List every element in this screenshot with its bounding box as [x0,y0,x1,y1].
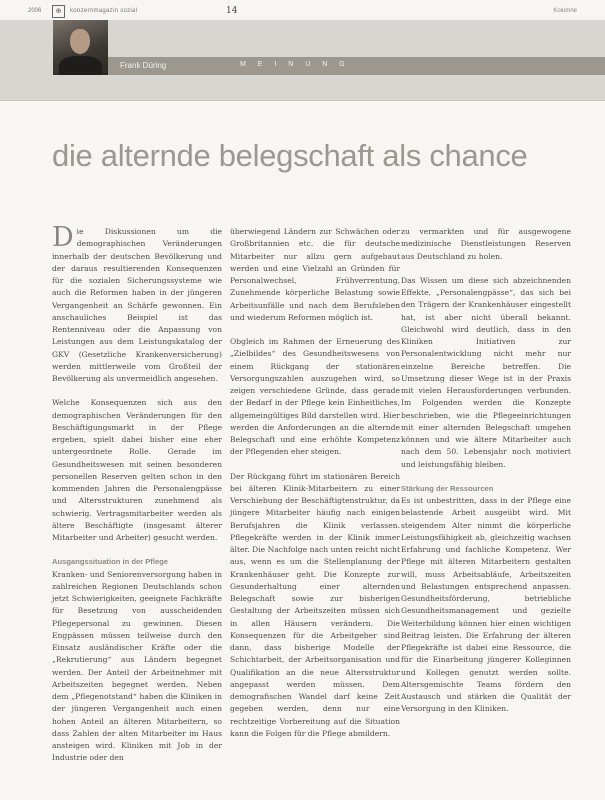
header-section: Kolumne [553,8,577,14]
drop-cap: D [52,222,74,253]
rubric-label: M E I N U N G [240,61,350,68]
author-bar [108,57,605,75]
header-brand: konzernmagazin sozial [70,8,138,14]
text-column-3 [401,226,571,728]
paragraph-text: ie Diskussionen um die demographischen Veränderungen innerhalb der deutschen Bevölkerung und der daraus resultierenden Konsequenzen für die sozialen Sicherungssysteme wie auch die Reformen haben in der jüngeren Vergangenheit an Schärfe gewonnen. Ein anschauliches Beispiel ist das Rentenniveau oder die Anpassung von Leistungen aus dem Leistungskatalog der GKV (Gesetzliche Krankenversicherung) werden mittlerweile vom Großteil der Bevölkerung als unvermeidlich angesehen. [52,227,222,383]
paragraph: zu vermarkten und für ausgewogene medizinische Dienstleistungen Reserven aus Deutschland zu holen. [401,227,571,261]
header-year: 2006 [28,8,42,14]
paragraph: Es ist unbestritten, dass in der Pflege eine belastende Arbeit ausgeübt wird. Mit steigendem Alter nimmt die körperliche Leistungsfähigkeit ab, gleichzeitig wachsen Erfahrung und fachliche Kompetenz. Wer Pflege mit älteren Mitarbeitern gestalten will, muss Arbeitsabläufe, Arbeitszeiten und Belastungen entsprechend anpassen. Gesundheitsförderung, betriebliche Gesundheitsmanagement und gezielte Weiterbildung können hier einen wichtigen Beitrag leisten. Die Erfahrung der älteren Pflegekräfte ist dabei eine Ressource, die für die Einarbeitung jüngerer Kolleginnen und Kollegen genutzt werden sollte. Altersgemischte Teams fördern den Austausch und stärken die Qualität der Versorgung in den Kliniken. [401,496,571,714]
paragraph: Kranken- und Seniorenversorgung haben in zahlreichen Regionen Deutschlands schon jetzt Schwierigkeiten, geeignete Fachkräfte für Besetzung von ausscheidenden Pflegepersonal zu gewinnen. Diesen Engpässen müssen teilweise durch den Einsatz ausländischer Kräfte oder die „Rekrutierung“ aus Ländern begegnet werden. Der Anteil der Arbeitnehmer mit Arbeitszeiten begegnet werden. Neben dem „Pflegenotstand“ haben die Kliniken in der jüngeren Vergangenheit auch einen hohen Anteil an älteren Mitarbeitern, so dass Zahlen der alten Mitarbeiter im Haus ansteigen wird. Kliniken mit Job in der Industrie oder den [52,569,222,763]
article-title: die alternde belegschaft als chance [52,138,528,173]
page-number: 14 [226,6,238,16]
text-column-1 [52,222,222,777]
magazine-logo-icon: ⊕ [52,5,65,18]
paragraph: Das Wissen um diese sich abzeichnenden Effekte, „Personalengpässe“, das sich bei den Trägern der Krankenhäuser eingestellt hat, ist aber nicht überall bekannt. Gleichwohl wird deutlich, dass in den Kliniken Initiativen zur Personalentwicklung nicht mehr nur einzelne Bereiche betreffen. Die Umsetzung dieser Wege ist in der Praxis mit vielen Herausforderungen verbunden. Im Folgenden werden die Konzepte beschrieben, wie die Pflegeeinrichtungen mit einer alternden Belegschaft umgehen können und wie ältere Mitarbeiter auch nach dem 50. Lebensjahr noch motiviert und leistungsfähig bleiben. [401,275,571,469]
paragraph: Obgleich im Rahmen der Erneuerung des „Zielbildes“ des Gesundheitswesens von einem Rückgang der stationären Versorgungszahlen auszugehen wird, so zeigen verschiedene Gründe, dass gerade der Bedarf in der Pflege kein Einheitliches, allgemeingültiges Bild darstellen wird. Hier werden die Anforderungen an die alternde Belegschaft und eine erhöhte Kompetenz der Pflegenden eher steigen. [230,337,400,457]
intro-paragraph [52,222,222,385]
author-name: Frank Düring [120,61,167,70]
paragraph: Der Rückgang führt im stationären Bereich bei älteren Klinik-Mitarbeitern zu einer Verschiebung der Beschäftigtenstruktur, da jüngere Mitarbeiter häufig nach einigen Berufsjahren die Klinik verlassen. Pflegekräfte werden in der Klinik immer älter. Die Nachfolge nach unten reicht nicht aus, wenn es um die Stellenplanung der Krankenhäuser geht. Die Konzepte zur Gesunderhaltung einer alternden Belegschaft sowie zur bisherigen Gestaltung der Arbeitszeiten müssen sich in allen Häusern verändern. Die Konsequenzen für die Arbeitgeber sind dann, dass bisherige Modelle der Schichtarbeit, der Arbeitsorganisation und Qualifikation an die neue Altersstruktur angepasst werden müssen. Dem demografischen Wandel darf keine Zeit gegeben werden, denn nur eine rechtzeitige Vorbereitung auf die Situation kann die Folgen für die Pflege abmildern. [230,471,400,738]
page-header [0,0,605,20]
paragraph: Welche Konsequenzen sich aus den demographischen Veränderungen für den Beschäftigungsmarkt in der Pflege ergeben, spielt dabei bisher eine eher untergeordnete Rolle. Gerade im Gesundheitswesen mit seinen besonderen personellen Reserven gelten schon in den kommenden Jahren die Personalengpässe und Altersstrukturen zunehmend als schwierig. Vertragsmitarbeiter werden als ältere Beschäftigte (insgesamt älterer Mitarbeiter und Arbeiter) gesucht werden. [52,398,222,542]
author-photo [53,20,108,75]
author-photo-suit [59,56,102,75]
paragraph: überwiegend Ländern zur Schwächen oder Großbritannien etc. die für deutsche Mitarbeiter nur allzu gern aufgebaut werden und eine Vielzahl an Gründen für Personalwechsel, Frühverrentung, Zunehmende körperliche Belastung sowie Arbeitsunfälle und nach dem Berufsleben und wiederum Reformen möglich ist. [230,227,400,322]
text-column-2 [230,226,400,752]
section-heading: Stärkung der Ressourcen [401,483,494,493]
author-photo-face [70,29,90,54]
section-heading: Ausgangssituation in der Pflege [52,557,169,567]
